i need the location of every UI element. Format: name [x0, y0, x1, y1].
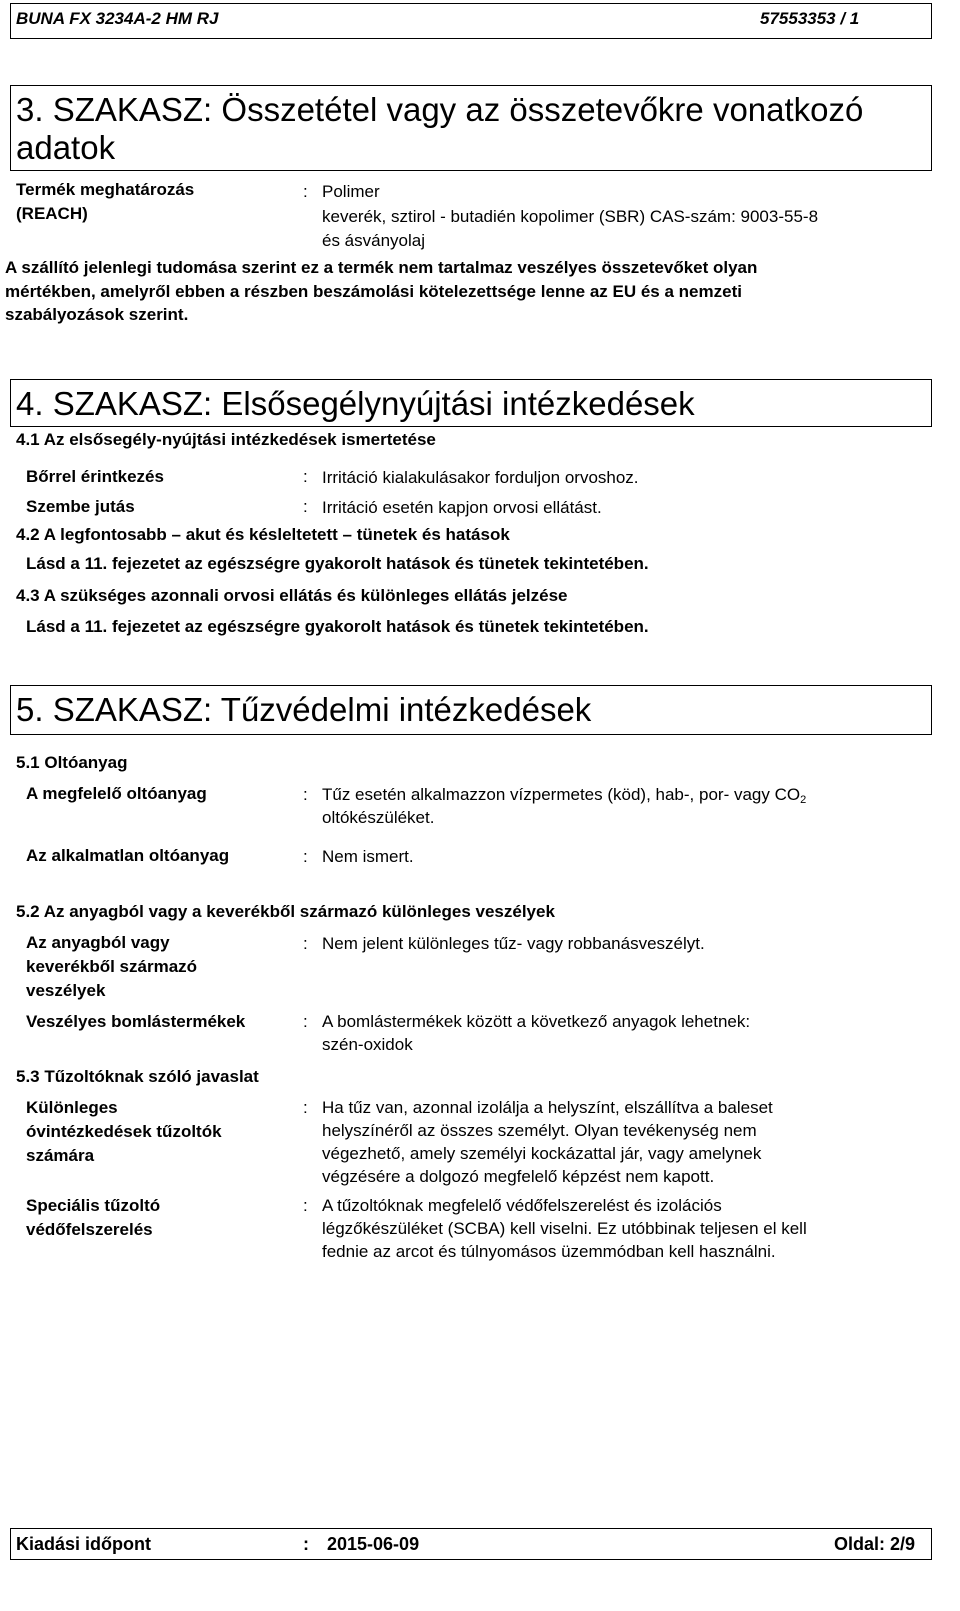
decomposition-label: Veszélyes bomlástermékek — [26, 1012, 246, 1031]
firefighter-ppe-label-2: védőfelszerelés — [26, 1220, 153, 1239]
product-identifier-value-3: és ásványolaj — [322, 231, 426, 250]
special-hazards-label-3: veszélyek — [26, 981, 106, 1000]
section-3-title-line1: 3. SZAKASZ: Összetétel vagy az összetevőkre vonatkozó — [16, 91, 864, 128]
colon: : — [303, 1012, 308, 1031]
section-5-title: 5. SZAKASZ: Tűzvédelmi intézkedések — [16, 691, 592, 728]
firefighter-precautions-value-4: végzésére a dolgozó megfelelő képzést nem kapott. — [322, 1167, 715, 1186]
product-identifier-value-2: keverék, sztirol - butadién kopolimer (SBR) CAS-szám: 9003-55-8 — [322, 207, 819, 226]
firefighter-precautions-value-2: helyszínéről az összes személyt. Olyan tevékenység nem — [322, 1121, 757, 1140]
supplier-note-line2: mértékben, amelyről ebben a részben beszámolási kötelezettsége lenne az EU és a nemzeti — [5, 282, 742, 301]
firefighter-precautions-label-1: Különleges — [26, 1098, 118, 1117]
product-identifier-label-2: (REACH) — [16, 204, 88, 223]
firefighter-ppe-label-1: Speciális tűzoltó — [26, 1196, 161, 1215]
special-hazards-label-1: Az anyagból vagy — [26, 933, 170, 952]
colon: : — [303, 467, 308, 486]
header-docno: 57553353 / 1 — [760, 9, 860, 28]
colon: : — [303, 1196, 308, 1215]
firefighter-ppe-value-3: fednie az arcot és túlnyomásos üzemmódban kell használni. — [322, 1242, 776, 1261]
colon: : — [303, 182, 308, 201]
section-3-title-line2: adatok — [16, 129, 116, 166]
product-identifier-value-1: Polimer — [322, 182, 380, 201]
footer-colon: : — [303, 1534, 309, 1554]
suitable-media-value-1: Tűz esetén alkalmazzon vízpermetes (köd), hab-, por- vagy $CO_2$ — [322, 785, 807, 806]
eye-contact-value: Irritáció esetén kapjon orvosi ellátást. — [322, 498, 602, 517]
firefighter-precautions-label-2: óvintézkedések tűzoltók — [26, 1122, 222, 1141]
skin-contact-value: Irritáció kialakulásakor forduljon orvoshoz. — [322, 468, 639, 487]
decomposition-value-2: szén-oxidok — [322, 1035, 413, 1054]
unsuitable-media-value: Nem ismert. — [322, 847, 414, 866]
subsection-5-1: 5.1 Oltóanyag — [16, 753, 128, 772]
colon: : — [303, 934, 308, 953]
suitable-media-value-2: oltókészüléket. — [322, 808, 435, 827]
subsection-4-2: 4.2 A legfontosabb – akut és késleltetett – tünetek és hatások — [16, 525, 510, 544]
colon: : — [303, 847, 308, 866]
eye-contact-label: Szembe jutás — [26, 497, 135, 516]
firefighter-precautions-label-3: számára — [26, 1146, 95, 1165]
unsuitable-media-label: Az alkalmatlan oltóanyag — [26, 846, 230, 865]
section-4-title: 4. SZAKASZ: Elsősegélynyújtási intézkedések — [16, 385, 695, 422]
product-identifier-label-1: Termék meghatározás — [16, 180, 195, 199]
special-hazards-value: Nem jelent különleges tűz- vagy robbanásveszélyt. — [322, 934, 705, 953]
supplier-note-line1: A szállító jelenlegi tudomása szerint ez a termék nem tartalmaz veszélyes összetevőket olyan — [5, 258, 758, 277]
special-hazards-label-2: keverékből származó — [26, 957, 198, 976]
suitable-media-label: A megfelelő oltóanyag — [26, 784, 207, 803]
subsection-5-3: 5.3 Tűzoltóknak szóló javaslat — [16, 1067, 259, 1086]
colon: : — [303, 1098, 308, 1117]
firefighter-precautions-value-1: Ha tűz van, azonnal izolálja a helyszínt, elszállítva a baleset — [322, 1098, 773, 1117]
subsection-4-1: 4.1 Az elsősegély-nyújtási intézkedések ismertetése — [16, 430, 436, 449]
footer-page-number: Oldal: 2/9 — [834, 1534, 916, 1554]
skin-contact-label: Bőrrel érintkezés — [26, 467, 164, 486]
subsection-4-2-text: Lásd a 11. fejezetet az egészségre gyakorolt hatások és tünetek tekintetében. — [26, 554, 649, 573]
decomposition-value-1: A bomlástermékek között a következő anyagok lehetnek: — [322, 1012, 751, 1031]
header-product: BUNA FX 3234A-2 HM RJ — [16, 9, 219, 28]
supplier-note-line3: szabályozások szerint. — [5, 305, 189, 324]
colon: : — [303, 785, 308, 804]
footer-issue-label: Kiadási időpont — [16, 1534, 151, 1554]
subsection-5-2: 5.2 Az anyagból vagy a keverékből származó különleges veszélyek — [16, 902, 555, 921]
colon: : — [303, 497, 308, 516]
firefighter-ppe-value-2: légzőkészüléket (SCBA) kell viselni. Ez utóbbinak teljesen el kell — [322, 1219, 807, 1238]
firefighter-ppe-value-1: A tűzoltóknak megfelelő védőfelszerelést és izolációs — [322, 1196, 722, 1215]
footer-issue-date: 2015-06-09 — [327, 1534, 420, 1554]
subsection-4-3: 4.3 A szükséges azonnali orvosi ellátás és különleges ellátás jelzése — [16, 586, 568, 605]
firefighter-precautions-value-3: végezhető, amely személyi kockázattal jár, vagy amelynek — [322, 1144, 762, 1163]
subsection-4-3-text: Lásd a 11. fejezetet az egészségre gyakorolt hatások és tünetek tekintetében. — [26, 617, 649, 636]
